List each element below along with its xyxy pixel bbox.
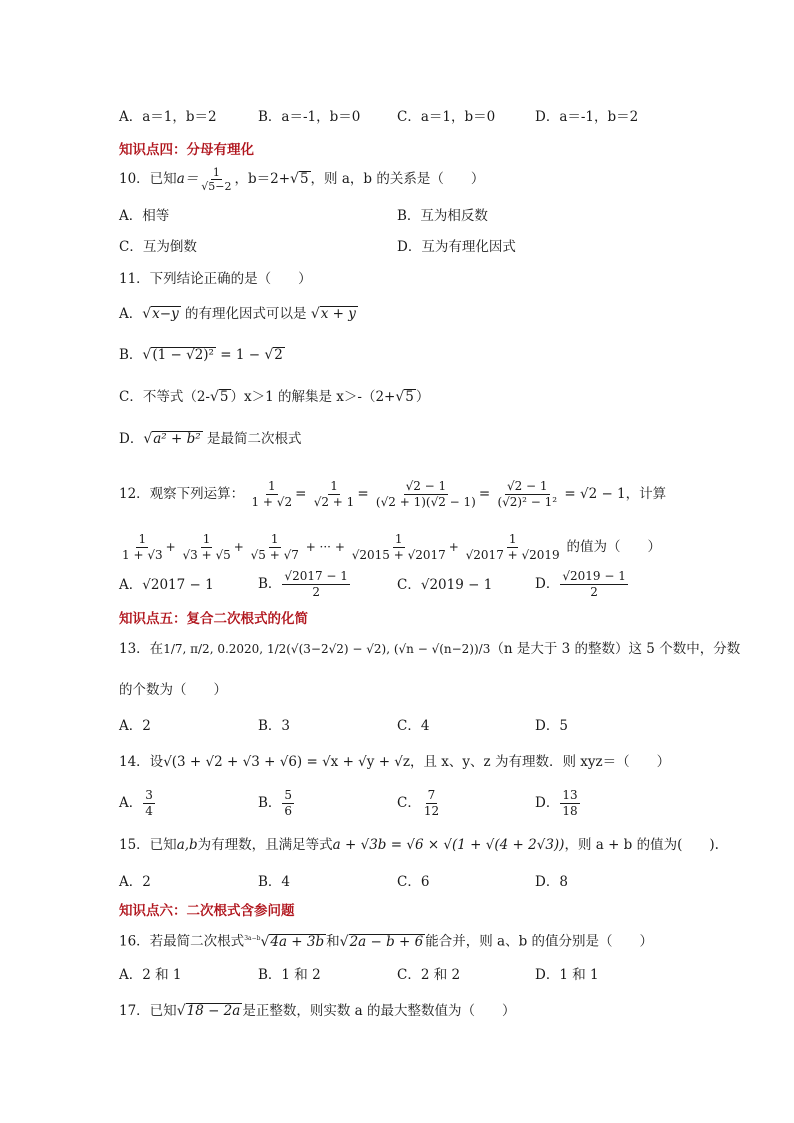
q10-option-b: B．互为相反数 [397, 208, 488, 224]
q17-stem: 17．已知 √ 18 − 2a 是正整数，则实数 a 的最大整数值为（ ） [119, 1003, 516, 1019]
q10-stem [119, 166, 484, 193]
q9-option-c: C．a＝1，b＝0 [397, 109, 496, 125]
q12-sum-4: $\frac{1}{√2015 + √2017}$ [351, 532, 446, 562]
section-heading-5: 知识点五：复合二次根式的化简 [119, 611, 308, 627]
q15-option-c: C．6 [397, 874, 430, 890]
section-heading-6: 知识点六：二次根式含参问题 [119, 903, 295, 919]
q10-sqrt5: √ 5 [290, 171, 309, 187]
q11-d-rad: √ a² + b² [143, 431, 201, 447]
q16-option-d: D．1 和 1 [535, 967, 599, 983]
q15-stem: 15．已知a,b为有理数，且满足等式a + √3b = √6 × √(1 + √(4 + 2√3))，则 a + b 的值为( ). [119, 837, 719, 853]
q14-stem: 14．设√(3 + √2 + √3 + √6) = √x + √y + √z，且 x、y、z 为有理数．则 xyz＝（ ） [119, 754, 671, 770]
q11-c-rad: √ 5 [209, 389, 229, 405]
q14-option-b: B． $\frac{5}{6}$ [258, 788, 293, 818]
q10-option-a: A．相等 [119, 208, 170, 224]
q14-expression: √(3 + √2 + √3 + √6) = √x + √y + √z [163, 754, 411, 770]
section-heading-4: 知识点四：分母有理化 [119, 142, 254, 158]
q12-frac-3: $\frac{√2 - 1}{(√2 + 1)(√2 - 1)}$ [375, 479, 476, 509]
q11-option-c: C．不等式（2- √ 5 ）x＞1 的解集是 x＞-（2+ √ 5 ） [119, 389, 430, 405]
q13-numbers: 1/7, π/2, 0.2020, 1/2(√(3−2√2) − √2), (√n − √(n−2))/3 [163, 642, 491, 656]
q11-c-rad2: √ 5 [395, 389, 414, 405]
q14-option-c: C． $\frac{7}{12}$ [397, 788, 440, 818]
q13-option-b: B．3 [258, 718, 291, 734]
q16-stem: 16．若最简二次根式$^{3a-b}$ √ 4a + 3b 和 √ 2a − b + 6 能合并，则 a、b 的值分别是（ ） [119, 933, 654, 950]
q12-frac-2: $\frac{1}{√2 + 1}$ [313, 479, 355, 509]
q10-frac-den: √5−2 [201, 180, 232, 193]
q13-option-c: C．4 [397, 718, 430, 734]
q12-frac-1: $\frac{1}{1 + √2}$ [251, 479, 293, 509]
q12-option-b: B． $\frac{√2017 - 1}{2}$ [258, 569, 348, 599]
q9-option-d: D．a＝-1，b＝2 [535, 109, 639, 125]
q13-option-a: A．2 [119, 718, 151, 734]
q16-option-c: C．2 和 2 [397, 967, 461, 983]
q12-frac-4: $\frac{√2 - 1}{\text{(√2)² − 1²}}$ [497, 479, 558, 509]
q16-option-b: B．1 和 2 [258, 967, 321, 983]
q12-sum-1: $\frac{1}{1 + √3}$ [122, 532, 163, 562]
q9-option-a: A．a＝1，b＝2 [119, 109, 217, 125]
q14-option-a: A． $\frac{3}{4}$ [119, 788, 153, 818]
q13-stem-line1: 13．在1/7, π/2, 0.2020, 1/2(√(3−2√2) − √2), (√n − √(n−2))/3（n 是大于 3 的整数）这 5 个数中，分数 [119, 641, 741, 657]
q12-sum-2: $\frac{1}{√3 + √5}$ [182, 532, 231, 562]
q10-prefix: 10．已知 [119, 171, 177, 187]
q15-option-b: B．4 [258, 874, 291, 890]
q10-frac-num: 1 [212, 166, 220, 179]
q10-option-c: C．互为倒数 [119, 239, 197, 255]
q12-option-d: D． $\frac{√2019 - 1}{2}$ [535, 569, 626, 599]
q17-radical: √ 18 − 2a [176, 1003, 241, 1019]
q16-radical-1: √ 4a + 3b [260, 933, 325, 950]
q13-stem-line2: 的个数为（ ） [119, 682, 227, 698]
q10-suffix: ，则 a，b 的关系是（ ） [310, 171, 485, 187]
q12-option-c: C．√2019 − 1 [397, 577, 493, 593]
q11-a-rad2: √ x + y [310, 306, 356, 322]
q13-option-d: D．5 [535, 718, 568, 734]
q12-stem-line1: 12．观察下列运算： $\frac{1}{1 + √2}$ = $\frac{1}{√2 + 1}$ = $\frac{√2 - 1}{(√2 + 1)(√2 - 1)}$ = $\frac{√2 - 1}{\text{(√2)² − 1²}}$ = √2 − 1，计算 [119, 479, 667, 509]
q12-sum-5: $\frac{1}{√2017 + √2019}$ [465, 532, 560, 562]
q11-option-d: D． √ a² + b² 是最简二次根式 [119, 431, 302, 447]
q11-option-a: A． √ x−y 的有理化因式可以是 √ x + y [119, 306, 356, 322]
q11-option-b: B． √ (1 − √2)² = 1 − √ 2 [119, 347, 283, 363]
q15-option-a: A．2 [119, 874, 151, 890]
q16-radical-2: √ 2a − b + 6 [339, 933, 424, 950]
q10-fraction [199, 166, 233, 193]
q15-option-d: D．8 [535, 874, 568, 890]
q10-option-d: D．互为有理化因式 [397, 239, 516, 255]
q14-option-d: D． $\frac{13}{18}$ [535, 788, 578, 818]
q10-b-part: ，b＝2+ [234, 171, 291, 187]
q16-index: 3a−b [244, 935, 261, 942]
q12-option-a: A．√2017 − 1 [119, 577, 214, 593]
q12-sum-3: $\frac{1}{√5 + √7}$ [250, 532, 299, 562]
q11-b-rad2: √ 2 [264, 347, 283, 363]
q15-expression: a + √3b = √6 × √(1 + √(4 + 2√3)) [332, 837, 565, 853]
q16-option-a: A．2 和 1 [119, 967, 182, 983]
q12-stem-line2: $\frac{1}{1 + √3}$ + $\frac{1}{√3 + √5}$ + $\frac{1}{√5 + √7}$ + ··· + $\frac{1}{√2015 + √2017}$ + $\frac{1}{√2017 + √2019}$ 的值为（ ） [122, 532, 662, 562]
q11-a-rad1: √ x−y [142, 306, 179, 322]
q11-stem: 11．下列结论正确的是（ ） [119, 271, 312, 287]
q9-option-b: B．a＝-1，b＝0 [258, 109, 361, 125]
q11-b-rad: √ (1 − √2)² [142, 347, 214, 363]
q10-a-eq: a＝ [176, 171, 199, 187]
